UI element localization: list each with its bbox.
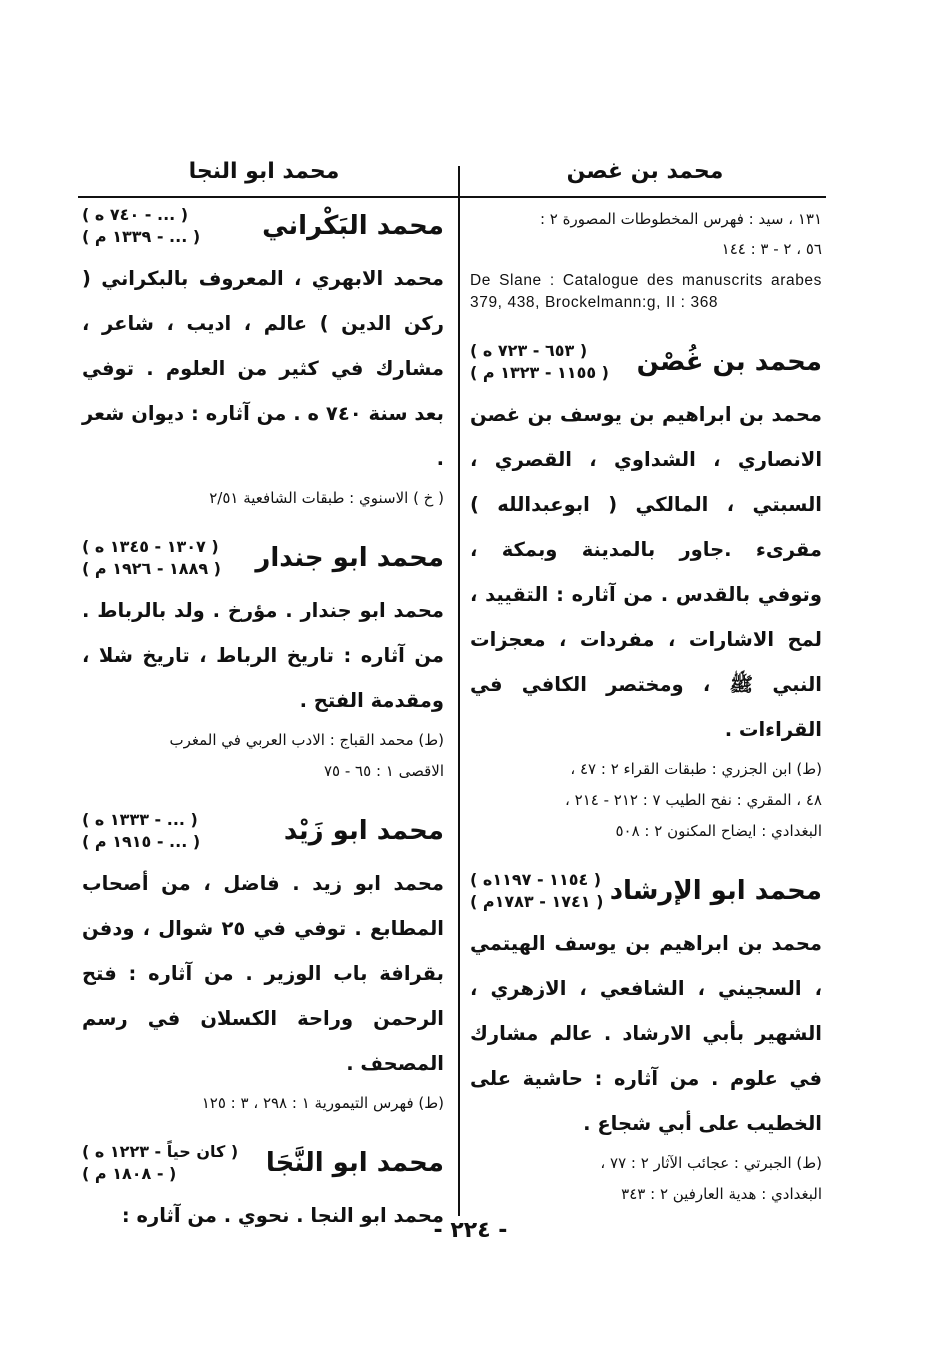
source-line: ٤٨ ، المقري : نفح الطيب ٧ : ٢١٢ - ٢١٤ ،: [565, 791, 822, 809]
page-number: - ٢٢٤ -: [433, 1218, 508, 1243]
hijri-dates: ( ١٣٠٧ - ١٣٤٥ ه ): [82, 537, 219, 556]
source-line: البغدادي : ايضاح المكنون ٢ : ٥٠٨: [615, 822, 822, 840]
hijri-dates: ( ١١٥٤ - ١١٩٧ه ): [470, 870, 602, 889]
gregorian-dates: ( - ١٨٠٨ م ): [82, 1164, 177, 1183]
entry-name: محمد ابو الإرشاد: [609, 876, 822, 906]
entry-name: محمد ابو جندار: [255, 543, 444, 573]
header-rule: [78, 196, 826, 198]
entry-name: محمد بن غُصْن: [636, 347, 822, 377]
entry-body: محمد ابو جندار . مؤرخ . ولد بالرباط . من آثاره : تاريخ الرباط ، تاريخ شلا ، ومقدمة الفتح .: [82, 599, 444, 712]
gregorian-dates: ( ١٧٤١ - ١٧٨٣م ): [470, 892, 604, 911]
right-column: [470, 204, 822, 1232]
entry-dates: [82, 1141, 238, 1185]
source-line: البغدادي : هدية العارفين ٢ : ٣٤٣: [621, 1185, 822, 1203]
entry-body: محمد بن ابراهيم بن يوسف بن غصن الانصاري ، الشداوي ، القصري ، السبتي ، المالكي ( ابوعبدالله ) مقرىء .جاور بالمدينة وبمكة ، وتوفي بالقدس . من آثاره : التقييد ، لمح الاشارات ، مفردات ، معجزات النبي ﷺ ، ومختصر الكافي في القراءات .: [470, 403, 822, 741]
left-column: [82, 204, 444, 1260]
biography-entry: [82, 536, 444, 787]
entry-dates: [82, 809, 200, 853]
entry-header: [470, 340, 822, 384]
hijri-dates: ( ... - ١٣٣٣ ه ): [82, 810, 198, 829]
entry-header: [470, 869, 822, 913]
entry-body: محمد ابو النجا . نحوي . من آثاره :: [121, 1204, 444, 1227]
left-column-header: محمد ابو النجا: [188, 159, 340, 184]
source-line: (ط) ابن الجزري : طبقات القراء ٢ : ٤٧ ،: [570, 760, 822, 778]
source-line: (ط) فهرس التيمورية ١ : ٢٩٨ ، ٣ : ١٢٥: [201, 1094, 444, 1112]
entry-header: [82, 1141, 444, 1185]
entry-name: محمد ابو النَّجَا: [265, 1148, 444, 1178]
source-line: (ط) الجبرتي : عجائب الآثار ٢ : ٧٧ ،: [600, 1154, 822, 1172]
entry-body: محمد الابهري ، المعروف بالبكراني ( ركن الدين ) عالم ، اديب ، شاعر ، مشارك في كثير من العلوم . توفي بعد سنة ٧٤٠ ه . من آثاره : ديوان شعر .: [82, 267, 444, 470]
source-line: (ط) محمد القباج : الادب العربي في المغرب: [169, 731, 444, 749]
entry-dates: [470, 340, 609, 384]
biography-entry: [82, 204, 444, 514]
source-line: ( خ ) الاسنوي : طبقات الشافعية ٢/٥١: [209, 489, 444, 507]
right-column-header: محمد بن غصن: [566, 159, 724, 184]
entry-dates: [82, 204, 200, 248]
entry-header: [82, 536, 444, 580]
continued-source-line: ٥٦ ، ٢ - ٣ : ١٤٤: [721, 240, 822, 258]
biography-entry: [470, 869, 822, 1210]
entry-dates: [470, 869, 603, 913]
gregorian-dates: ( ... - ١٩١٥ م ): [82, 832, 201, 851]
entry-name: محمد البَكْراني: [262, 211, 444, 241]
source-line: الاقصى ١ : ٦٥ - ٧٥: [323, 762, 444, 780]
entry-body: محمد بن ابراهيم بن يوسف الهيتمي ، السجيني ، الشافعي ، الازهري ، الشهير بأبي الارشاد . عالم مشارك في علوم . من آثاره : حاشية على الخطيب على أبي شجاع .: [470, 932, 822, 1135]
entry-name: محمد ابو زَيْد: [283, 816, 444, 846]
hijri-dates: ( ... - ٧٤٠ ه ): [82, 205, 189, 224]
latin-reference: De Slane : Catalogue des manuscrits arabes 379, 438, Brockelmann:g, II : 368: [470, 272, 822, 311]
column-divider: [458, 166, 460, 1216]
hijri-dates: ( كان حياً - ١٢٢٣ ه ): [82, 1142, 239, 1161]
gregorian-dates: ( ... - ١٣٣٩ م ): [82, 227, 201, 246]
gregorian-dates: ( ١٨٨٩ - ١٩٢٦ م ): [82, 559, 221, 578]
gregorian-dates: ( ١١٥٥ - ١٣٢٣ م ): [470, 363, 609, 382]
entry-dates: [82, 536, 221, 580]
biography-entry: [470, 340, 822, 847]
biography-entry: [82, 809, 444, 1119]
entry-header: [82, 809, 444, 853]
hijri-dates: ( ٦٥٣ - ٧٢٣ ه ): [470, 341, 588, 360]
entry-header: [82, 204, 444, 248]
continued-source-line: ١٣١ ، سيد : فهرس المخطوطات المصورة ٢ :: [539, 210, 822, 228]
entry-body: محمد ابو زيد . فاضل ، من أصحاب المطابع . توفي في ٢٥ شوال ، ودفن بقرافة باب الوزير . من آثاره : فتح الرحمن وراحة الكسلان في رسم المصحف .: [82, 872, 444, 1075]
